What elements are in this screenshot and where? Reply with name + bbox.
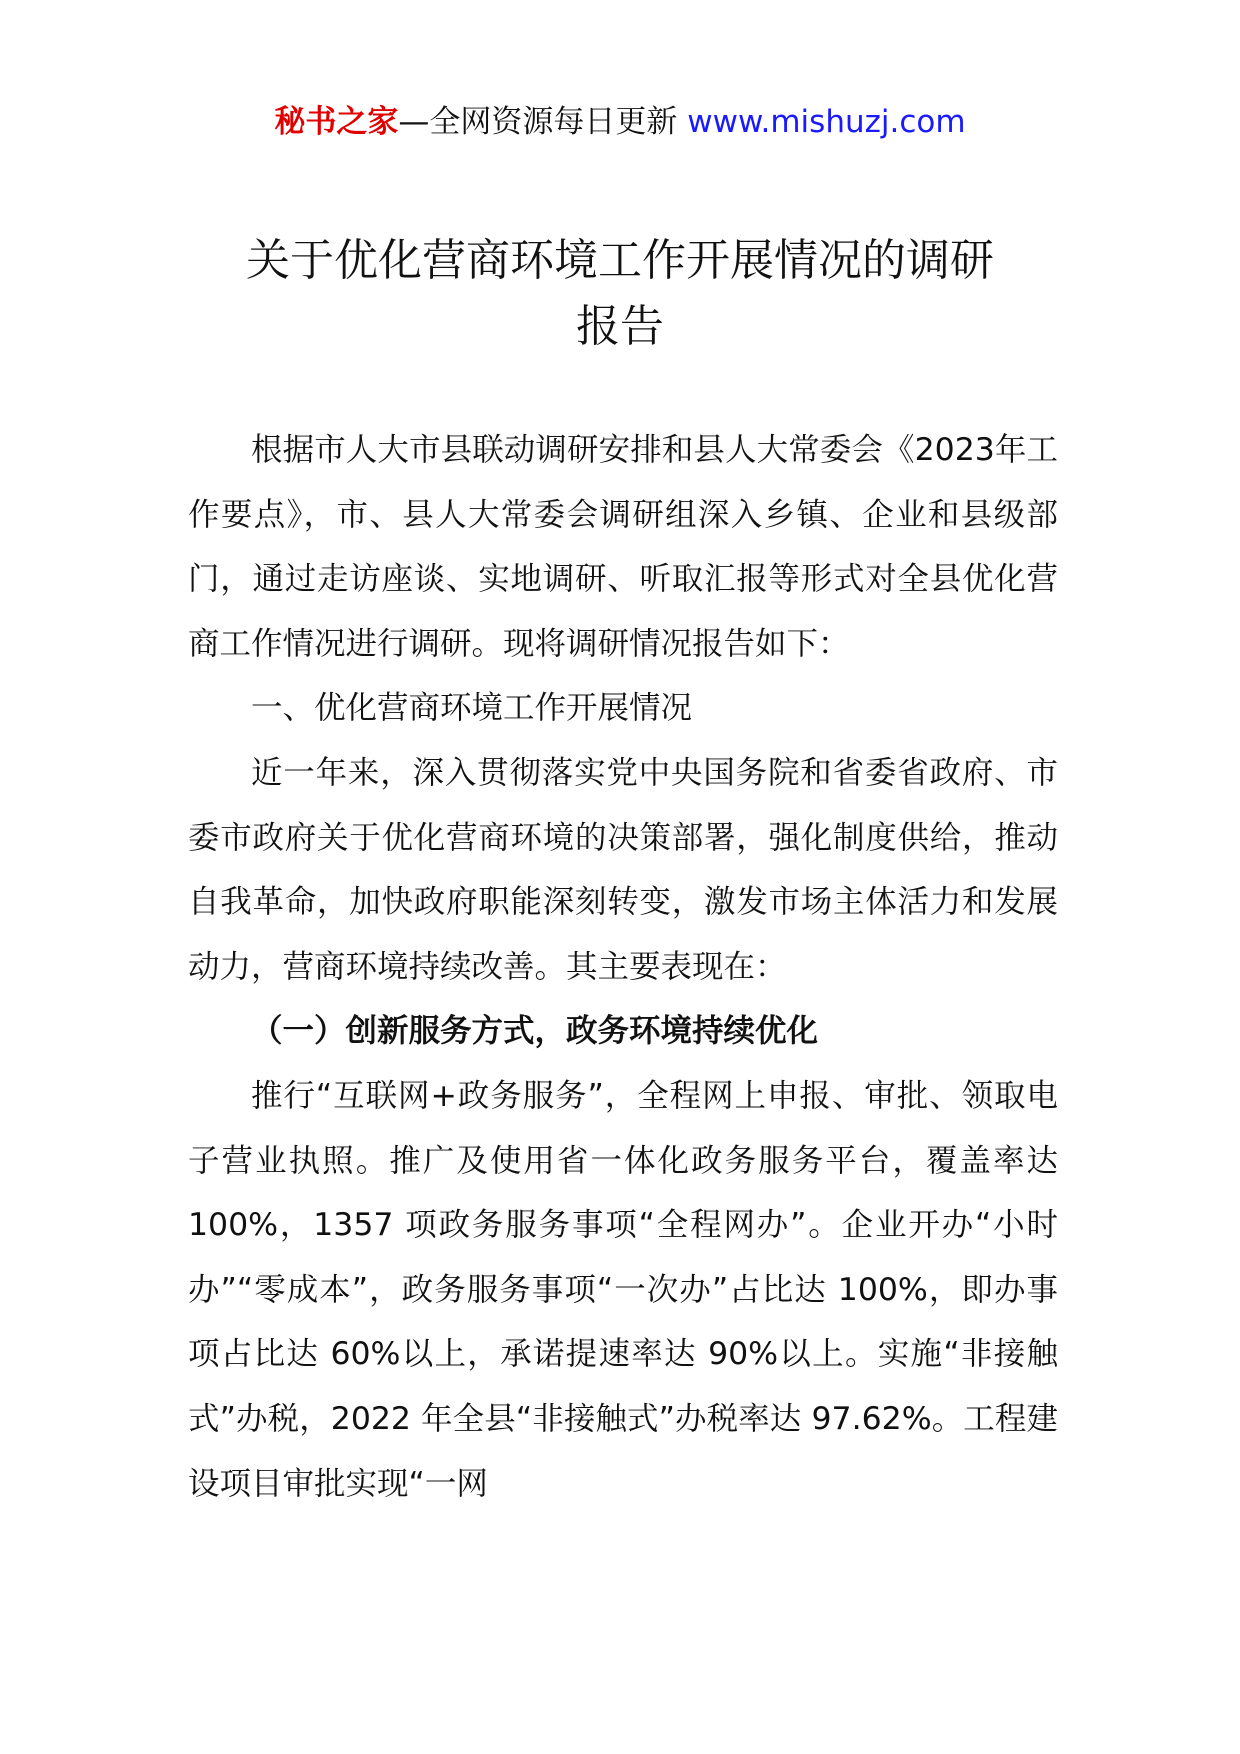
document-title (190, 228, 1050, 360)
body-paragraph: 推行“互联网+政务服务”，全程网上申报、审批、领取电子营业执照。推广及使用省一体化政务服务平台，覆盖率达 100%，1357 项政务服务事项“全程网办”。企业开办“小时办”“零成本”，政务服务事项“一次办”占比达 100%，即办事项占比达 60%以上，承诺提速率达 90%以上。实施“非接触式”办税，2022 年全县“非接触式”办税率达 97.62%。工程建设项目审批实现“一网 (188, 1077, 1058, 1502)
title-line-2: 报告 (576, 301, 664, 352)
header-slogan: —全网资源每日更新 (398, 104, 688, 140)
body-paragraph: 近一年来，深入贯彻落实党中央国务院和省委省政府、市委市政府关于优化营商环境的决策部署，强化制度供给，推动自我革命，加快政府职能深刻转变，激发市场主体活力和发展动力，营商环境持续改善。其主要表现在： (188, 754, 1058, 985)
section-heading: 一、优化营商环境工作开展情况 (251, 690, 693, 727)
brand-name: 秘书之家 (274, 104, 399, 140)
site-header (0, 100, 1240, 144)
title-line-1: 关于优化营商环境工作开展情况的调研 (246, 235, 994, 286)
site-url-link[interactable]: www.mishuzj.com (687, 104, 966, 140)
document-body (188, 418, 1058, 1516)
intro-paragraph: 根据市人大市县联动调研安排和县人大常委会《2023年工作要点》，市、县人大常委会调研组深入乡镇、企业和县级部门，通过走访座谈、实地调研、听取汇报等形式对全县优化营商工作情况进行调研。现将调研情况报告如下： (188, 432, 1058, 662)
subsection-heading: （一）创新服务方式，政务环境持续优化 (251, 1013, 819, 1050)
